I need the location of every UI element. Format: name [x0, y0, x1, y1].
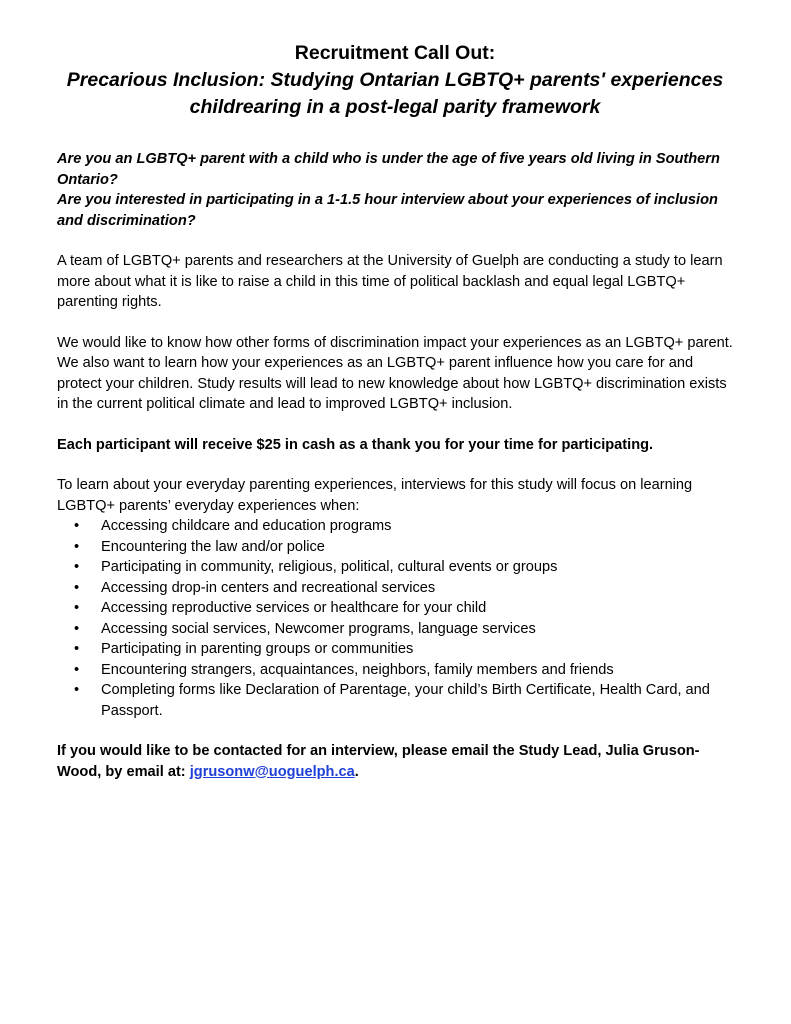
bullet-icon: •: [74, 600, 80, 616]
bullet-icon: •: [74, 579, 80, 596]
contact-instructions: [57, 741, 733, 782]
bullet-icon: •: [74, 661, 80, 678]
paragraph-team: A team of LGBTQ+ parents and researchers at the University of Guelph are conducting a study to learn more about what it is like to raise a child in this time of political backlash and equal legal LGBTQ+ parenting rights.: [57, 253, 723, 310]
contact-trailing: .: [354, 763, 359, 780]
list-item: • Accessing reproductive services or healthcare for your child: [57, 598, 733, 619]
list-item: • Completing forms like Declaration of Parentage, your child’s Birth Certificate, Health Card, and Passport.: [74, 682, 710, 719]
paragraph-purpose: We would like to know how other forms of discrimination impact your experiences as an LGBTQ+ parent. We also want to learn how your experiences as an LGBTQ+ parent influence how you care for and protect your children. Study results will lead to new knowledge about how LGBTQ+ discrimination exists in the current political climate and lead to improved LGBTQ+ inclusion.: [57, 334, 733, 412]
intro-questions: [57, 149, 733, 231]
compensation-text: Each participant will receive $25 in cash as a thank you for your time for participating.: [57, 436, 654, 453]
study-title-prefix: Precarious Inclusion:: [66, 69, 266, 91]
bullet-icon: •: [74, 620, 80, 637]
list-item: • Accessing childcare and education programs: [57, 516, 733, 537]
page-title: Recruitment Call Out:: [294, 42, 496, 64]
experience-list: [57, 516, 733, 721]
contact-text: If you would like to be contacted for an interview, please email the Study Lead, Julia Gruson-Wood, by email at:: [57, 743, 700, 780]
bullet-icon: •: [74, 559, 80, 575]
question-2: Are you interested in participating in a 1-1.5 hour interview about your experiences of inclusion and discrimination?: [57, 192, 718, 229]
list-intro: To learn about your everyday parenting experiences, interviews for this study will focus on learning LGBTQ+ parents’ everyday experiences when:: [57, 477, 693, 514]
question-1: Are you an LGBTQ+ parent with a child who is under the age of five years old living in Southern Ontario?: [57, 151, 720, 188]
study-title: [57, 67, 733, 121]
list-item: • Participating in parenting groups or communities: [57, 639, 733, 660]
bullet-icon: •: [74, 518, 80, 534]
bullet-icon: •: [74, 538, 80, 555]
bullet-icon: •: [74, 682, 80, 698]
bullet-icon: •: [74, 641, 80, 657]
list-item: • Accessing drop-in centers and recreational services: [57, 578, 733, 599]
study-title-rest: Studying Ontarian LGBTQ+ parents' experiences childrearing in a post-legal parity framework: [189, 69, 724, 118]
title-block: [57, 40, 733, 121]
email-link[interactable]: jgrusonw@uoguelph.ca: [189, 763, 355, 780]
list-item: • Encountering the law and/or police: [57, 537, 733, 558]
list-item: • Encountering strangers, acquaintances, neighbors, family members and friends: [57, 660, 733, 681]
list-item: • Participating in community, religious, political, cultural events or groups: [57, 557, 733, 578]
list-item: • Accessing social services, Newcomer programs, language services: [57, 619, 733, 640]
